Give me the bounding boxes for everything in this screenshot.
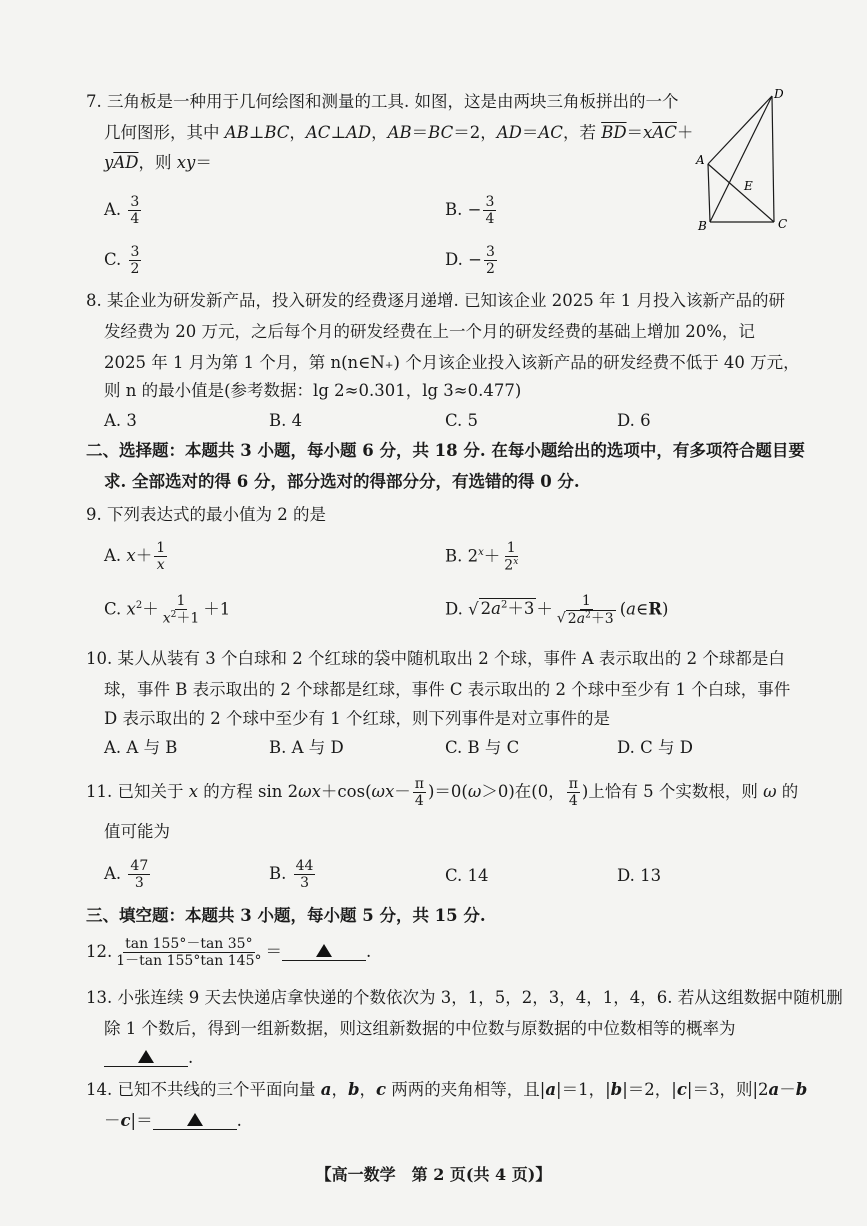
q8-line4: 则 n 的最小值是(参考数据：lg 2≈0.301，lg 3≈0.477) [104, 381, 522, 400]
q9-option-a: A. x＋ $\frac{1}{x}$ [104, 540, 166, 574]
q13-answer-blank [104, 1050, 188, 1067]
q7-option-b: B. − $\frac{3}{4}$ [445, 194, 495, 228]
q8-option-d: D. 6 [617, 411, 651, 430]
q8-line3: 2025 年 1 月为第 1 个月，第 n(n∈N₊) 个月该企业投入该新产品的研发经费不低于 40 万元， [104, 353, 800, 372]
q8-line2: 发经费为 20 万元，之后每个月的研发经费在上一个月的研发经费的基础上增加 20%，记 [104, 322, 755, 341]
q13-line2: 除 1 个数后，得到一组新数据，则这组新数据的中位数与原数据的中位数相等的概率为 [104, 1019, 736, 1038]
answer-triangle-icon [187, 1113, 203, 1126]
q13-answer-line: . [104, 1050, 193, 1067]
edge-ad [708, 96, 772, 164]
q7-line2: 几何图形，其中 AB⊥BC，AC⊥AD，AB＝BC＝2，AD＝AC，若 $\overline{BD}=x\overline{AC}+$ [104, 123, 694, 142]
q9-option-b: B. $2^x+$ $\frac{1}{2^x}$ [445, 540, 519, 574]
label-b: B [698, 219, 707, 233]
q14-line2: －c|＝ . [104, 1111, 242, 1130]
q10-option-b: B. A 与 D [269, 738, 344, 757]
section3-heading: 三、填空题：本题共 3 小题，每小题 5 分，共 15 分. [86, 906, 486, 925]
q7-line3: $y\overline{AD}$，则 xy＝ [104, 153, 212, 172]
q8-option-c: C. 5 [445, 411, 479, 430]
q12-denominator: 1－tan 155°tan 145° [116, 953, 262, 970]
q12-equals: ＝ [265, 942, 282, 962]
q10-option-c: C. B 与 C [445, 738, 520, 757]
q9-option-c: C. $x^2+$ $\frac{1}{x^2+1}$ ＋1 [104, 593, 231, 627]
q11-line2: 值可能为 [104, 822, 170, 841]
q14-answer-blank [153, 1113, 237, 1130]
q7-option-d: D. − $\frac{3}{2}$ [445, 244, 495, 278]
section2-heading-line2: 求. 全部选对的得 6 分，部分选对的得部分分，有选错的得 0 分. [104, 472, 580, 491]
q11-option-b: B. $\frac{44}{3}$ [269, 858, 314, 892]
page-footer: 【高一数学 第 2 页(共 4 页)】 [315, 1165, 552, 1184]
q11-option-c: C. 14 [445, 866, 489, 885]
q7-line1: 7. 三角板是一种用于几何绘图和测量的工具. 如图，这是由两块三角板拼出的一个 [86, 92, 679, 111]
q10-line3: D 表示取出的 2 个球中至少有 1 个红球，则下列事件是对立事件的是 [104, 709, 610, 728]
section2-heading-line1: 二、选择题：本题共 3 小题，每小题 6 分，共 18 分. 在每小题给出的选项中，有多项符合题目要 [86, 441, 805, 460]
q10-line1: 10. 某人从装有 3 个白球和 2 个红球的袋中随机取出 2 个球，事件 A 表示取出的 2 个球都是白 [86, 649, 785, 668]
q12-line: 12. $\frac{\tan 155^\circ-\tan 35^\circ}{1-\tan 155^\circ\tan 145^\circ}$ ＝ . [86, 936, 372, 970]
q7-option-c: C. $\frac{3}{2}$ [104, 244, 140, 278]
q10-option-d: D. C 与 D [617, 738, 693, 757]
q12-fraction [114, 936, 263, 969]
label-d: D [774, 87, 784, 101]
q12-label: 12. [86, 942, 113, 962]
q11-option-a: A. $\frac{47}{3}$ [104, 858, 149, 892]
q8-option-b: B. 4 [269, 411, 303, 430]
label-a: A [696, 153, 705, 167]
q8-option-a: A. 3 [104, 411, 137, 430]
q8-line1: 8. 某企业为研发新产品，投入研发的经费逐月递增. 已知该企业 2025 年 1 月投入该新产品的研 [86, 291, 785, 310]
edge-db [710, 96, 772, 222]
edge-ac [708, 164, 774, 222]
q7-option-a: A. $\frac{3}{4}$ [104, 194, 140, 228]
q10-option-a: A. A 与 B [104, 738, 178, 757]
answer-triangle-icon [138, 1050, 154, 1063]
label-e: E [744, 179, 753, 193]
q7-triangle-figure [690, 86, 800, 238]
q14-line1: 14. 已知不共线的三个平面向量 a，b，c 两两的夹角相等，且|a|＝1，|b|＝2，|c|＝3，则|2a－b [86, 1080, 808, 1099]
edge-dc [772, 96, 774, 222]
q13-line1: 13. 小张连续 9 天去快递店拿快递的个数依次为 3，1，5，2，3，4，1，4，6. 若从这组数据中随机删 [86, 988, 843, 1007]
q11-line1: 11. 已知关于 x 的方程 sin 2ωx＋cos(ωx－ $\frac{\pi}{4}$ )＝0(ω＞0)在(0， $\frac{\pi}{4}$ )上恰有 5 个实数根，则 ω 的 [86, 776, 799, 810]
q12-numerator: tan 155°－tan 35° [125, 936, 253, 952]
q12-answer-blank [282, 944, 366, 961]
edge-ab [708, 164, 710, 222]
q9-option-d: D. √ $2a^2+3$ ＋ $\frac{1}{√ 2a^2+3}$ (a∈R) [445, 593, 669, 627]
label-c: C [778, 217, 788, 231]
q11-option-d: D. 13 [617, 866, 662, 885]
q9-stem: 9. 下列表达式的最小值为 2 的是 [86, 505, 326, 524]
q10-line2: 球，事件 B 表示取出的 2 个球都是红球，事件 C 表示取出的 2 个球中至少有 1 个白球，事件 [104, 680, 791, 699]
answer-triangle-icon [316, 944, 332, 957]
